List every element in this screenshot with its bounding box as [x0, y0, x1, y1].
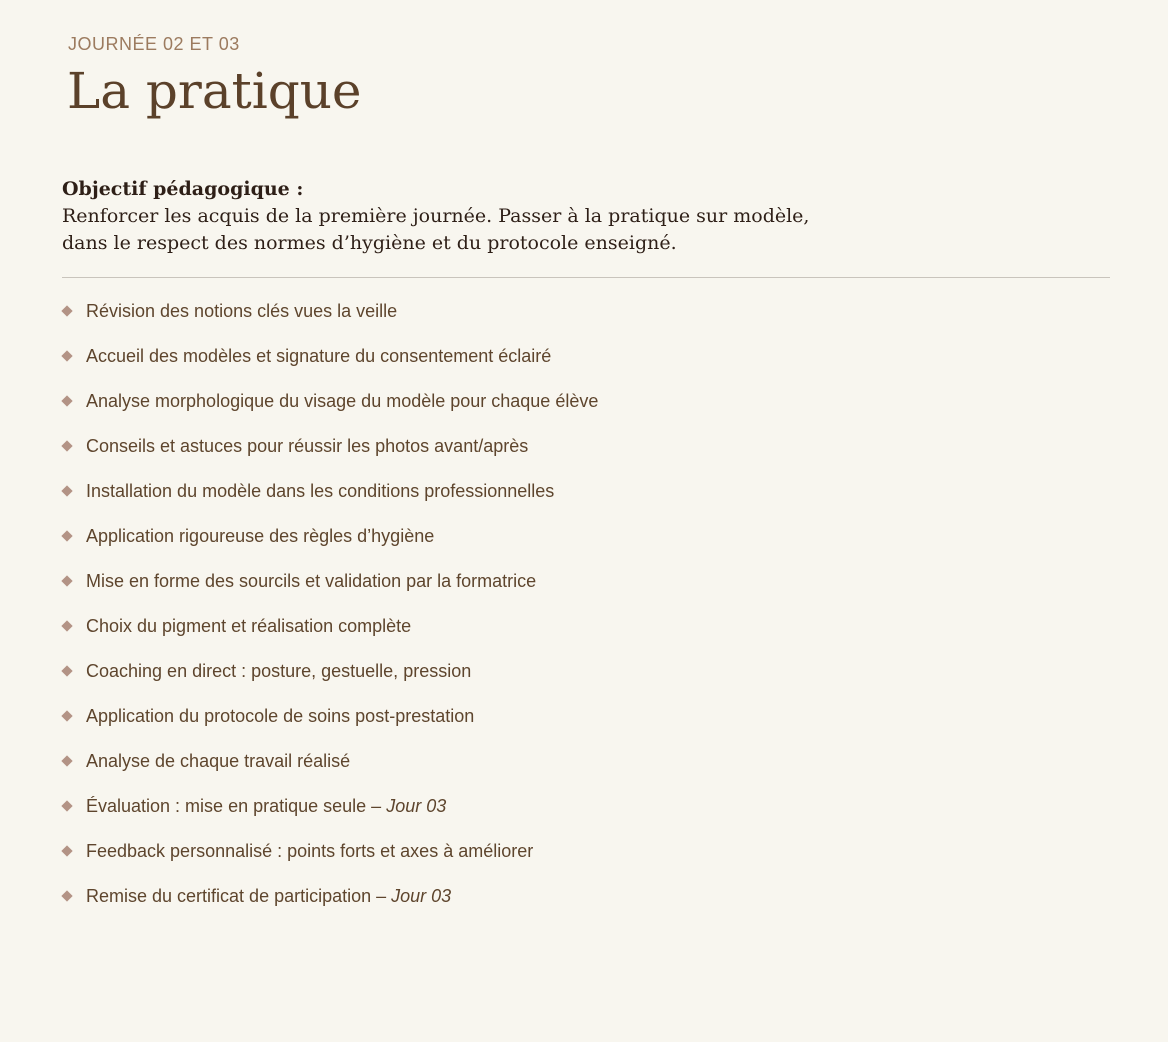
diamond-bullet-icon — [61, 755, 72, 766]
objective-block — [62, 176, 962, 257]
list-item-text: Révision des notions clés vues la veille — [86, 301, 398, 321]
list-item — [62, 296, 598, 341]
list-item-text: Coaching en direct : posture, gestuelle, pression — [86, 661, 472, 681]
list-item — [62, 656, 598, 701]
diamond-bullet-icon — [61, 710, 72, 721]
list-item-text: Évaluation : mise en pratique seule – Jour 03 — [86, 796, 447, 816]
list-item-text: Application du protocole de soins post-prestation — [86, 706, 475, 726]
list-item — [62, 431, 598, 476]
list-item-text: Accueil des modèles et signature du consentement éclairé — [86, 346, 552, 366]
list-item-text: Analyse morphologique du visage du modèle pour chaque élève — [86, 391, 599, 411]
list-item — [62, 566, 598, 611]
list-item — [62, 341, 598, 386]
list-item — [62, 881, 598, 926]
list-item — [62, 521, 598, 566]
diamond-bullet-icon — [61, 440, 72, 451]
list-item-text: Choix du pigment et réalisation complète — [86, 616, 412, 636]
diamond-bullet-icon — [61, 395, 72, 406]
diamond-bullet-icon — [61, 350, 72, 361]
list-item — [62, 791, 598, 836]
list-item — [62, 701, 598, 746]
list-item — [62, 611, 598, 656]
objective-line-1: Renforcer les acquis de la première journée. Passer à la pratique sur modèle, — [62, 205, 810, 227]
diamond-bullet-icon — [61, 800, 72, 811]
list-item — [62, 386, 598, 431]
diamond-bullet-icon — [61, 305, 72, 316]
list-item-text: Remise du certificat de participation – Jour 03 — [86, 886, 452, 906]
list-item — [62, 476, 598, 521]
diamond-bullet-icon — [61, 485, 72, 496]
list-item-text: Feedback personnalisé : points forts et axes à améliorer — [86, 841, 534, 861]
diamond-bullet-icon — [61, 665, 72, 676]
list-item-text: Application rigoureuse des règles d’hygiène — [86, 526, 435, 546]
diamond-bullet-icon — [61, 575, 72, 586]
objective-label: Objectif pédagogique : — [62, 178, 304, 200]
list-item — [62, 836, 598, 881]
program-list — [62, 296, 598, 926]
list-item-text: Installation du modèle dans les conditions professionnelles — [86, 481, 555, 501]
divider — [62, 277, 1110, 278]
list-item-text: Mise en forme des sourcils et validation par la formatrice — [86, 571, 537, 591]
diamond-bullet-icon — [61, 890, 72, 901]
page-title: La pratique — [67, 62, 362, 120]
list-item-text: Analyse de chaque travail réalisé — [86, 751, 351, 771]
diamond-bullet-icon — [61, 530, 72, 541]
list-item — [62, 746, 598, 791]
list-item-text: Conseils et astuces pour réussir les photos avant/après — [86, 436, 529, 456]
diamond-bullet-icon — [61, 620, 72, 631]
objective-line-2: dans le respect des normes d’hygiène et du protocole enseigné. — [62, 232, 677, 254]
diamond-bullet-icon — [61, 845, 72, 856]
day-eyebrow: JOURNÉE 02 ET 03 — [68, 34, 240, 54]
